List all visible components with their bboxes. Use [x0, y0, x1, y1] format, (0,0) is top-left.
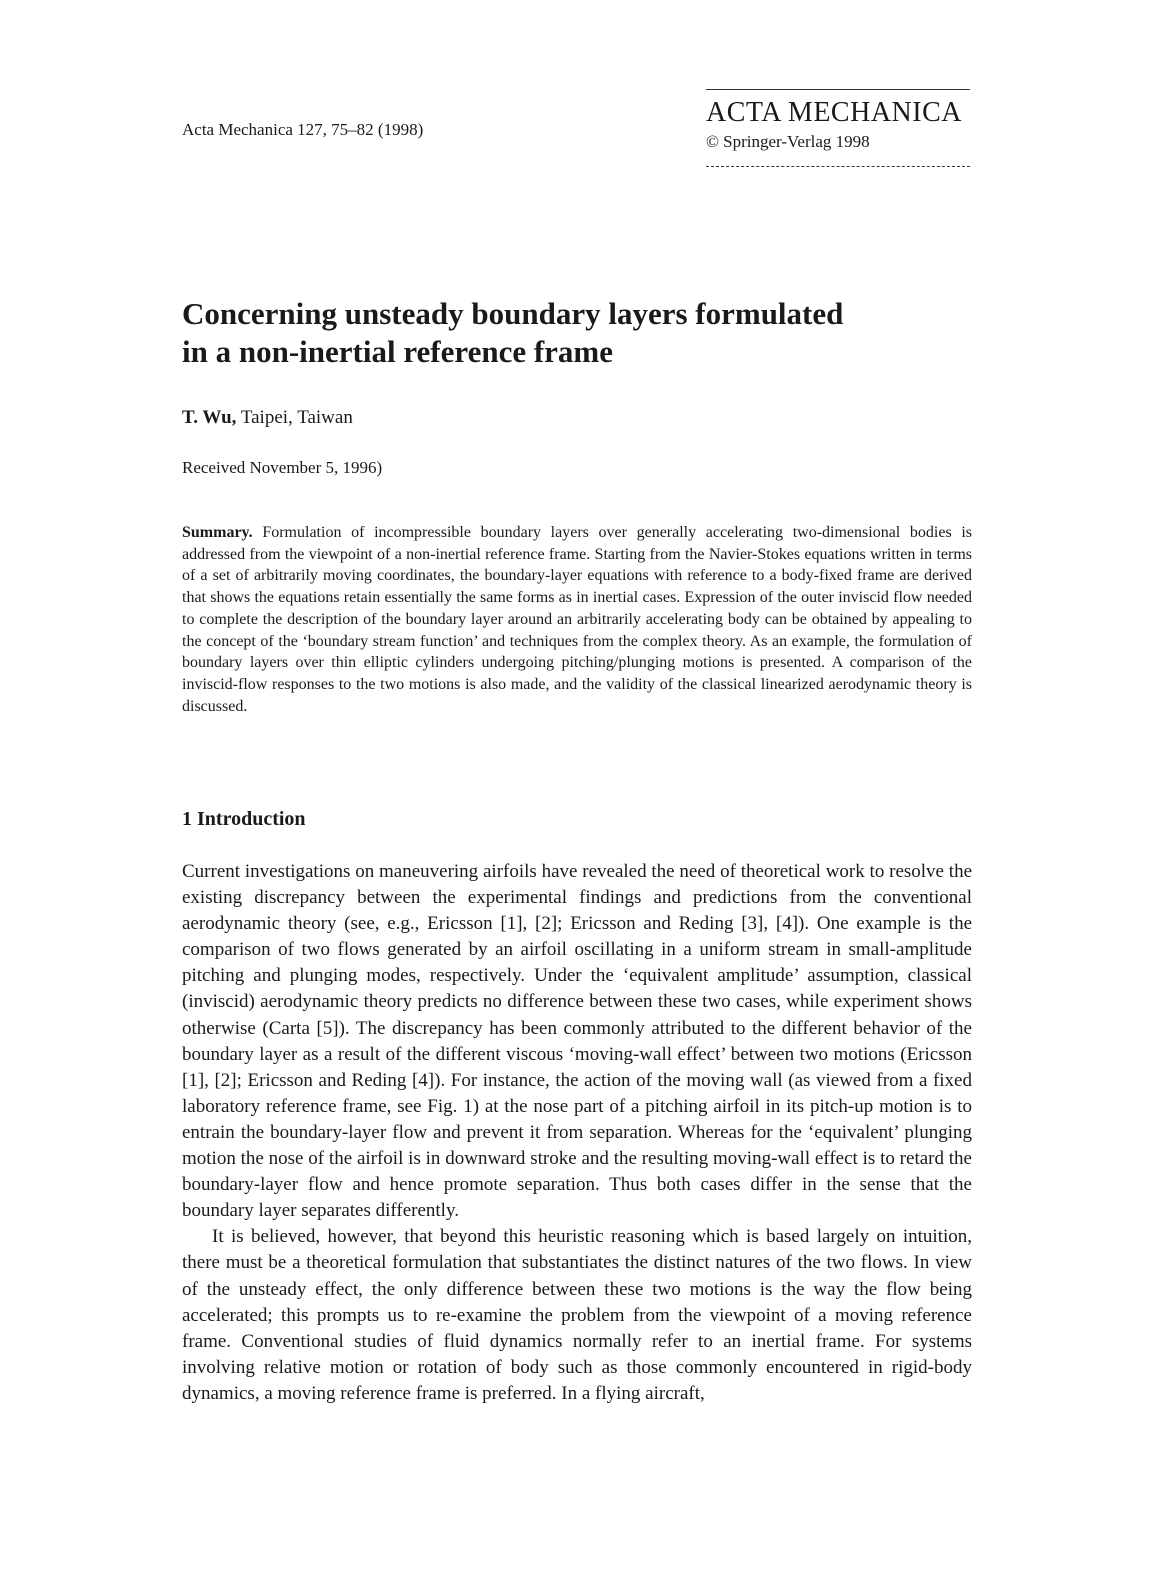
title-line-2: in a non-inertial reference frame	[182, 334, 614, 369]
author-line	[182, 407, 353, 429]
introduction-paragraph-2: It is believed, however, that beyond this heuristic reasoning which is based largely on intuition, there must be a theoretical formulation that substantiates the distinct natures of the two flows. In view of the unsteady effect, the only difference between these two motions is the way the flow being accelerated; this prompts us to re-examine the problem from the viewpoint of a moving reference frame. Conventional studies of fluid dynamics normally refer to an inertial frame. For systems involving relative motion or rotation of body such as those commonly encountered in rigid-body dynamics, a moving reference frame is preferred. In a flying aircraft,	[182, 1226, 972, 1404]
masthead-bottom-rule	[706, 166, 970, 167]
title-line-1: Concerning unsteady boundary layers formulated	[182, 296, 844, 331]
journal-masthead	[706, 89, 970, 167]
introduction-body	[182, 859, 972, 1407]
author-location: Taipei, Taiwan	[240, 407, 353, 428]
author-name: T. Wu,	[182, 407, 237, 428]
summary-label: Summary.	[182, 524, 253, 541]
summary-abstract	[182, 522, 972, 717]
section-heading-introduction: 1 Introduction	[182, 808, 306, 830]
journal-name: ACTA MECHANICA	[706, 97, 962, 128]
journal-citation: Acta Mechanica 127, 75–82 (1998)	[182, 120, 424, 139]
introduction-paragraph-1: Current investigations on maneuvering airfoils have revealed the need of theoretical work to resolve the existing discrepancy between the experimental findings and predictions from the conventional aerodynamic theory (see, e.g., Ericsson [1], [2]; Ericsson and Reding [3], [4]). One example is the comparison of two flows generated by an airfoil oscillating in a uniform stream in small-amplitude pitching and plunging modes, respectively. Under the ‘equivalent amplitude’ assumption, classical (inviscid) aerodynamic theory predicts no difference between these two cases, while experiment shows otherwise (Carta [5]). The discrepancy has been commonly attributed to the different behavior of the boundary layer as a result of the different viscous ‘moving-wall effect’ between two motions (Ericsson [1], [2]; Ericsson and Reding [4]). For instance, the action of the moving wall (as viewed from a fixed laboratory reference frame, see Fig. 1) at the nose part of a pitching airfoil in its pitch-up motion is to entrain the boundary-layer flow and prevent it from separation. Whereas for the ‘equivalent’ plunging motion the nose of the airfoil is in downward stroke and the resulting moving-wall effect is to retard the boundary-layer flow and hence promote separation. Thus both cases differ in the sense that the boundary layer separates differently.	[182, 861, 972, 1222]
copyright-notice: © Springer-Verlag 1998	[706, 132, 870, 151]
received-date: Received November 5, 1996)	[182, 458, 383, 477]
masthead-top-rule	[706, 89, 970, 90]
summary-text: Formulation of incompressible boundary layers over generally accelerating two-dimensional bodies is addressed from the viewpoint of a non-inertial reference frame. Starting from the Navier-Stokes equations written in terms of a set of arbitrarily moving coordinates, the boundary-layer equations with reference to a body-fixed frame are derived that shows the equations retain essentially the same forms as in inertial cases. Expression of the outer inviscid flow needed to complete the description of the boundary layer around an arbitrarily accelerating body can be obtained by appealing to the concept of the ‘boundary stream function’ and techniques from the complex theory. As an example, the formulation of boundary layers over thin elliptic cylinders undergoing pitching/plunging motions is presented. A comparison of the inviscid-flow responses to the two motions is also made, and the validity of the classical linearized aerodynamic theory is discussed.	[182, 524, 972, 715]
article-title	[182, 295, 982, 371]
